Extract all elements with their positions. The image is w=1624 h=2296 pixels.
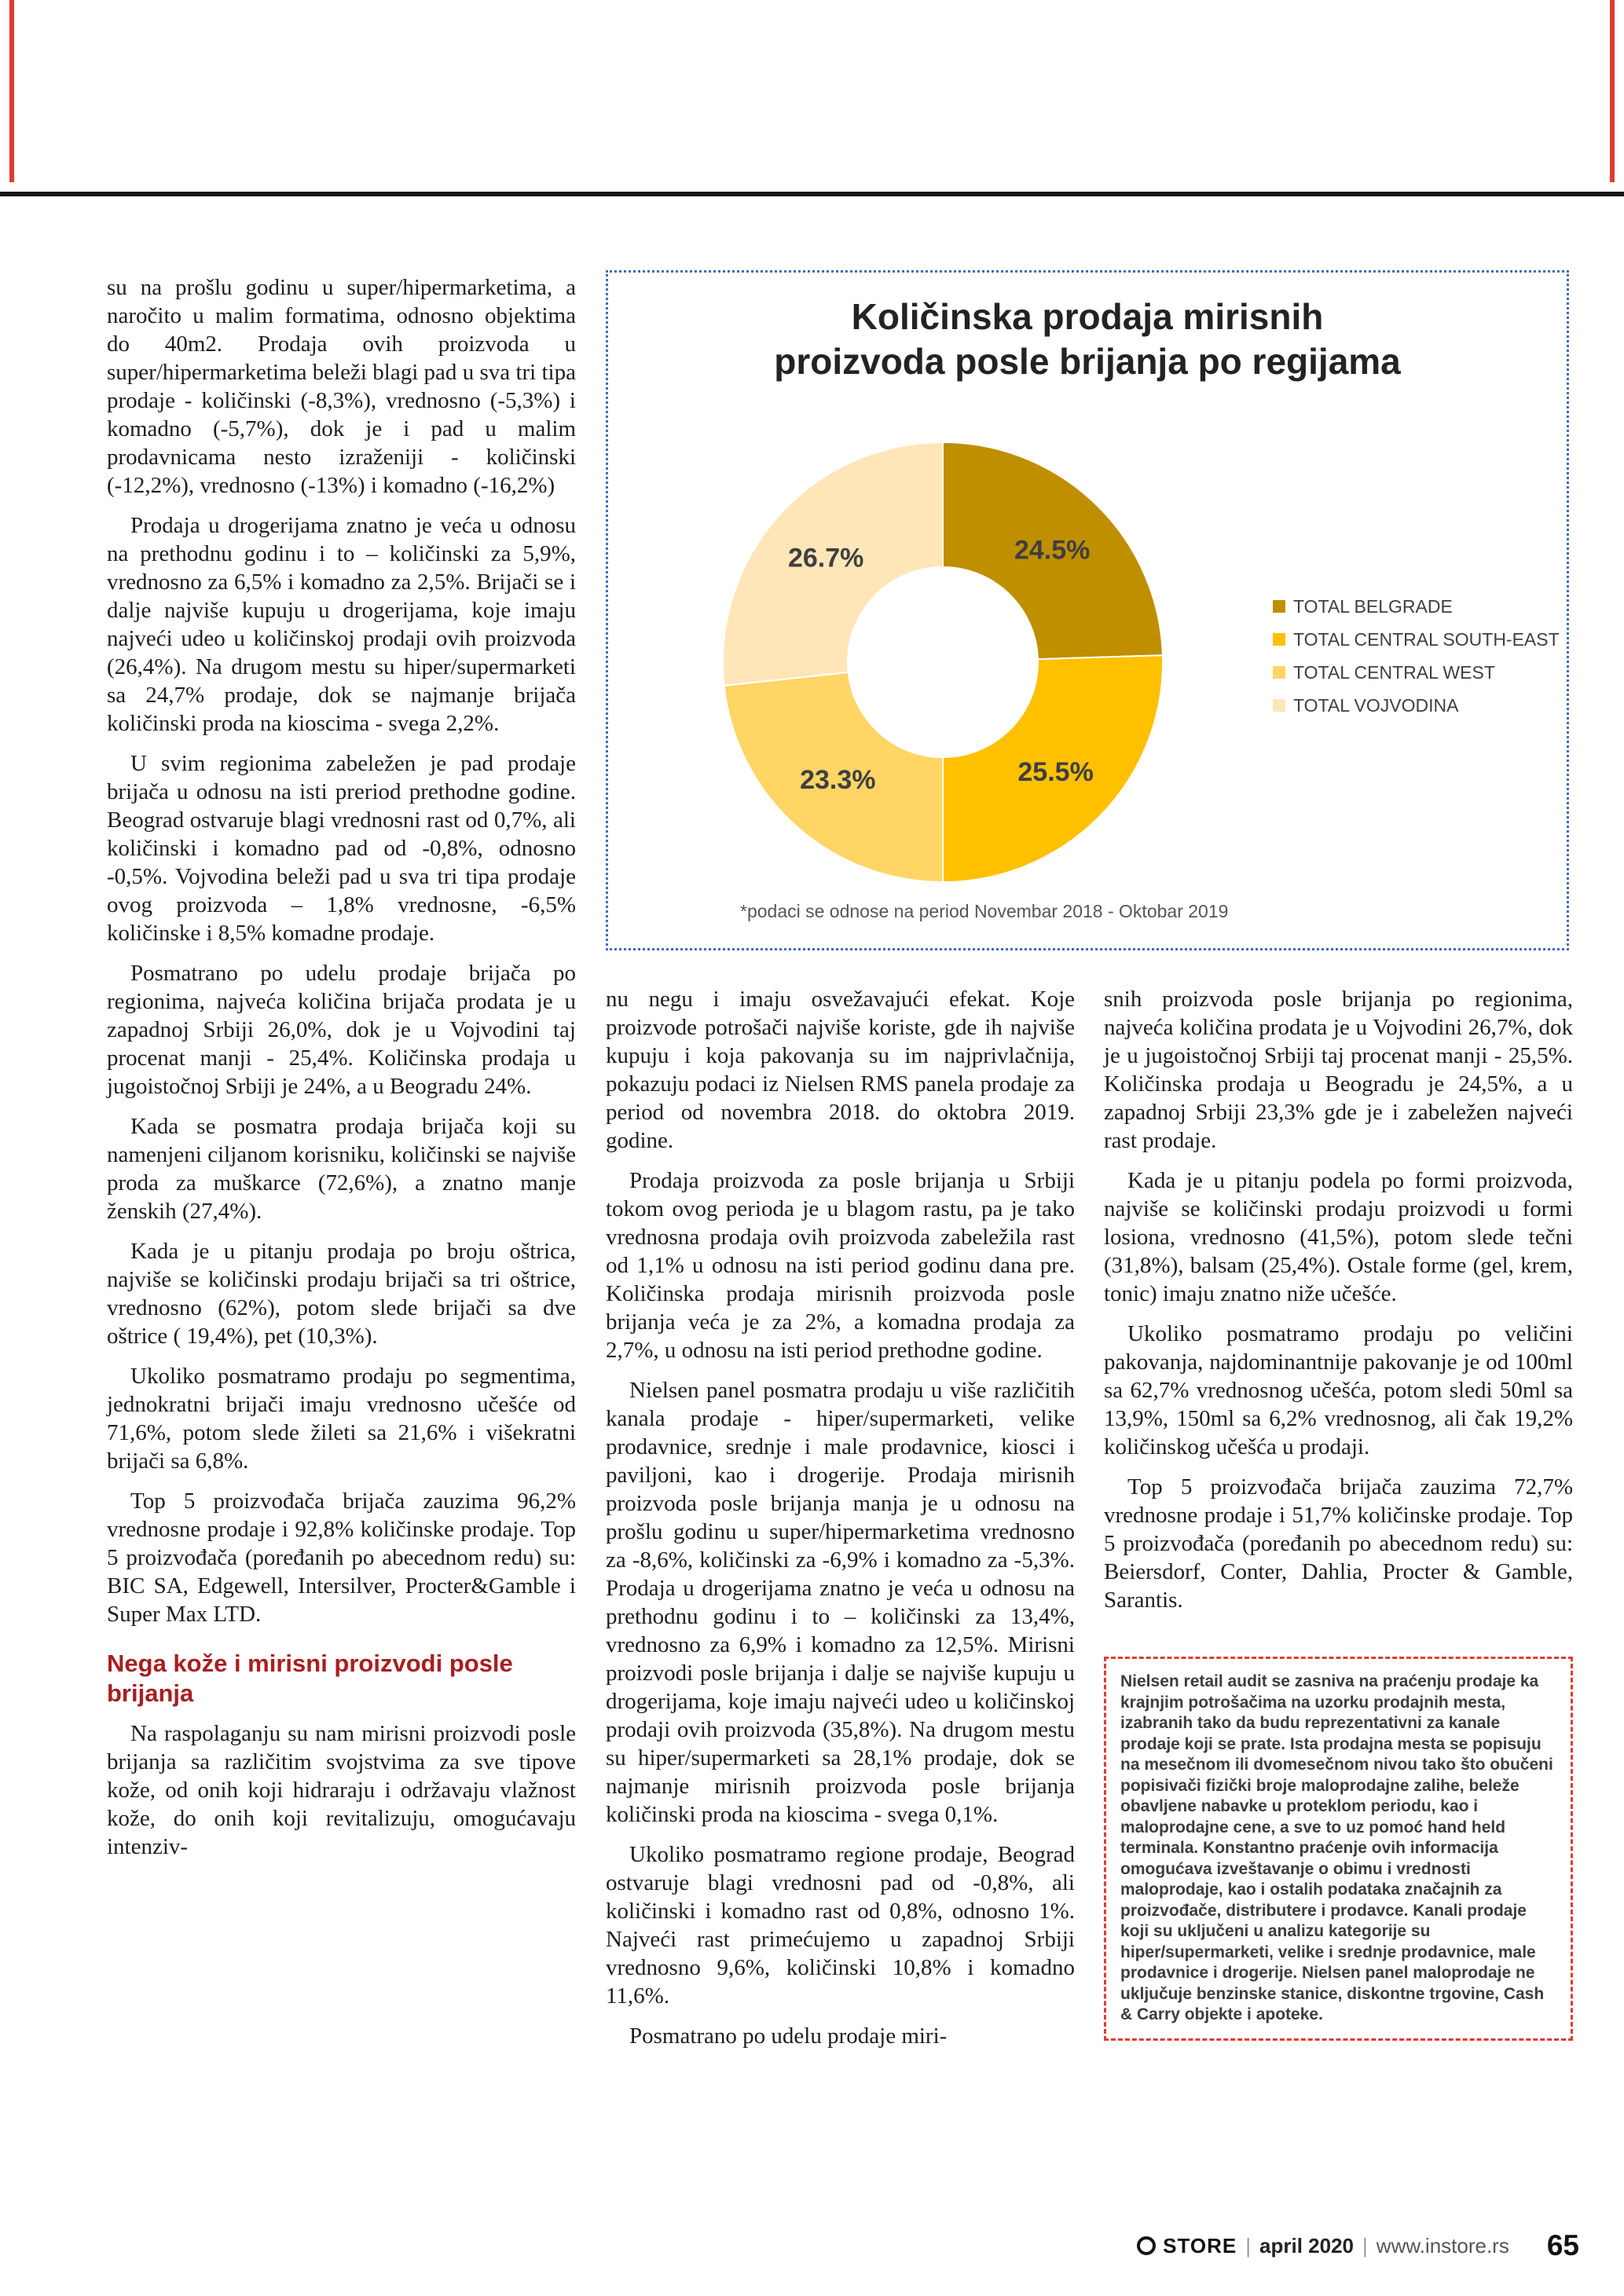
legend-swatch-icon [1273, 600, 1285, 613]
paragraph: Kada se posmatra prodaja brijača koji su namenjeni ciljanom korisniku, količinski se najviše proda za muškarce (72,6%), a znatno manje ženskih (27,4%). [107, 1114, 576, 1224]
paragraph: su na prošlu godinu u super/hipermarketima, a naročito u malim formatima, odnosno objektima do 40m2. Prodaja ovih proizvoda u super/hipermarketima beleži blagi pad u sva tri tipa prodaje - količinski (-8,3%), vrednosno (-5,3%) i komadno (-5,7%), dok je i pad u malim prodavnicama nesto izraženiji - količinski (-12,2%), vrednosno (-13%) i komadno (-16,2%) [107, 275, 576, 498]
slice-label: 23.3% [800, 764, 876, 795]
paragraph: Top 5 proizvođača brijača zauzima 96,2% vrednosne prodaje i 92,8% količinske prodaje. Top 5 proizvođača (poređanih po abecednom redu) su: BIC SA, Edgewell, Intersilver, Procter&Gamble i Super Max LTD. [107, 1489, 576, 1627]
article-column-1 [107, 273, 576, 1873]
legend-label: TOTAL BELGRADE [1293, 595, 1453, 617]
paragraph: Prodaja proizvoda za posle brijanja u Srbiji tokom ovog perioda je u blagom rastu, pa je tako vrednosna prodaja ovih proizvoda zabeležila rast od 1,1% u odnosu na isti period godinu dana pre. Količinska prodaja mirisnih proizvoda posle brijanja veća je za 2%, a komadna prodaja za 2,7%, u odnosu na isti period prethodne godine. [606, 1168, 1075, 1363]
legend-label: TOTAL CENTRAL SOUTH-EAST [1293, 628, 1560, 650]
instore-logo-icon [1137, 2236, 1156, 2255]
paragraph: U svim regionima zabeležen je pad prodaje brijača u odnosu na isti preriod prethodne godine. Beograd ostvaruje blagi vrednosni rast od 0,7%, ali količinski i komadno pad od -0,8%, odnosno -0,5%. Vojvodina beleži pad u sva tri tipa prodaje ovog proizvoda – 1,8% vrednosne, -6,5% količinske i 8,5% komadne prodaje. [107, 751, 576, 946]
paragraph: Ukoliko posmatramo prodaju po segmentima, jednokratni brijači imaju vrednosno učešće od 71,6%, potom slede žileti sa 21,6% i višekratni brijači sa 6,8%. [107, 1364, 576, 1474]
paragraph: Posmatrano po udelu prodaje brijača po regionima, najveća količina brijača prodata je u zapadnoj Srbiji 26,0%, dok je u Vojvodini taj procenat manji - 25,4%. Količinska prodaja u jugoistočnoj Srbiji je 24%, a u Beogradu 24%. [107, 961, 576, 1099]
paragraph: Ukoliko posmatramo regione prodaje, Beograd ostvaruje blagi vrednosni pad od -0,8%, ali količinski i komadno rast od 0,8%, odnosno 1%. Najveći rast primećujemo u zapadnoj Srbiji vrednosno 9,6%, količinski 10,8% i komadno 11,6%. [606, 1842, 1075, 2009]
article-column-2 [606, 985, 1075, 2062]
nielsen-methodology-box: Nielsen retail audit se zasniva na praćenju prodaje ka krajnjim potrošačima na uzorku prodajnih mesta, izabranih tako da budu reprezentativni za kanale prodaje koji se prate. Ista prodajna mesta se popisuju na mesečnom ili dvomesečnom nivou tako što obučeni popisivači fizički broje maloprodajne zalihe, beleže obavljene nabavke u proteklom periodu, kao i maloprodajne cene, a sve to uz pomoć hand held terminala. Konstantno praćenje ovih informacija omogućava izveštavanje o obimu i vrednosti maloprodaje, kao i ostalih podataka značajnih za proizvođače, distributere i prodavce. Kanali prodaje koji su uključeni u analizu kategorije su hiper/supermarketi, velike i srednje prodavnice, male prodavnice i drogerije. Nielsen panel maloprodaje ne uključuje benzinske stanice, diskontne trgovine, Cash & Carry objekte i apoteke. [1104, 1657, 1573, 2041]
footer-brand: STORE [1163, 2233, 1237, 2258]
legend-item [1273, 623, 1560, 656]
slice-label: 25.5% [1017, 757, 1094, 788]
paragraph: snih proizvoda posle brijanja po regionima, najveća količina prodata je u Vojvodini 26,7%, dok je u jugoistočnoj Srbiji taj procenat manji - 25,5%. Količinska prodaja u Beogradu je 24,5%, a u zapadnoj Srbiji 23,3% gde je i zabeležen najveći rast prodaje. [1104, 987, 1573, 1153]
footer-website: www.instore.rs [1376, 2233, 1509, 2258]
slice-label: 24.5% [1014, 535, 1091, 566]
legend-swatch-icon [1273, 699, 1285, 712]
chart-title-line-1: Količinska prodaja mirisnih [851, 296, 1324, 337]
footer-separator: | [1245, 2233, 1252, 2258]
legend-swatch-icon [1273, 666, 1285, 679]
chart-footnote: *podaci se odnose na period Novembar 2018 - Oktobar 2019 [740, 901, 1229, 921]
top-rule [0, 192, 1624, 196]
legend-item [1273, 590, 1560, 623]
paragraph: nu negu i imaju osvežavajući efekat. Koje proizvode potrošači najviše koriste, gde ih najviše kupuju i koja pakovanja su im najprivlačnija, pokazuju podaci iz Nielsen RMS panela prodaje za period od novembra 2018. do oktobra 2019. godine. [606, 987, 1075, 1153]
red-corner-mark-right [1610, 0, 1615, 182]
legend-label: TOTAL CENTRAL WEST [1293, 661, 1495, 683]
legend-label: TOTAL VOJVODINA [1293, 694, 1459, 716]
legend-swatch-icon [1273, 633, 1285, 646]
chart-title [608, 273, 1567, 384]
legend-item [1273, 656, 1560, 689]
red-corner-mark-left [9, 0, 14, 182]
chart-panel [606, 270, 1569, 950]
slice-label: 26.7% [787, 543, 864, 573]
paragraph: Kada je u pitanju podela po formi proizvoda, najviše se količinski prodaju proizvodi u formi losiona, vrednosno (41,5%), potom slede tečni (31,8%), balsam (25,4%). Ostale forme (gel, krem, tonic) imaju znatno niže učešće. [1104, 1168, 1573, 1306]
paragraph: Top 5 proizvođača brijača zauzima 72,7% vrednosne prodaje i 51,7% količinske prodaje. Top 5 proizvođača (poređanih po abecednom redu) su: Beiersdorf, Conter, Dahlia, Procter & Gamble, Sarantis. [1104, 1474, 1573, 1613]
page-number: 65 [1546, 2229, 1579, 2261]
paragraph: Na raspolaganju su nam mirisni proizvodi posle brijanja sa različitim svojstvima za sve tipove kože, od onih koji hidraraju i održavaju vlažnost kože, do onih koji revitalizuju, omogućavaju intenziv- [107, 1721, 576, 1859]
paragraph: Kada je u pitanju prodaja po broju oštrica, najviše se količinski prodaju brijači sa tri oštrice, vrednosno (62%), potom slede brijači sa dve oštrice ( 19,4%), pet (10,3%). [107, 1239, 576, 1349]
section-heading: Nega kože i mirisni proizvodi posle brijanja [107, 1650, 513, 1707]
article-column-3 [1104, 985, 1573, 2041]
paragraph: Prodaja u drogerijama znatno je veća u odnosu na prethodnu godinu i to – količinski za 5,9%, vrednosno za 6,5% i komadno za 2,5%. Brijači se i dalje najviše kupuju u drogerijama, koje imaju najveći udeo u količinskoj prodaji ovih proizvoda (26,4%). Na drugom mestu su hiper/supermarketi sa 24,7% prodaje, dok se najmanje brijača količinski proda na kioscima - svega 2,2%. [107, 513, 576, 736]
donut-chart [723, 442, 1163, 882]
paragraph: Nielsen panel posmatra prodaju u više različitih kanala prodaje - hiper/supermarketi, velike prodavnice, srednje i male prodavnice, kiosci i paviljoni, kao i drogerije. Prodaja mirisnih proizvoda posle brijanja manja je u odnosu na prošlu godinu u super/hipermarketima vrednosno za -8,6%, količinski za -6,9% i komadno za -5,3%. Prodaja u drogerijama znatno je veća u odnosu na prethodnu godinu i to – količinski za 13,4%, vrednosno za 6,9% i komadno za 12,5%. Mirisni proizvodi posle brijanja i dalje se najviše kupuju u drogerijama, koje imaju najveći udeo u količinskoj prodaji ovih proizvoda (35,8%). Na drugom mestu su hiper/supermarketi sa 28,1% prodaje, dok se najmanje mirisnih proizvoda posle brijanja količinski proda na kioscima - svega 0,1%. [606, 1378, 1075, 1827]
legend-item [1273, 689, 1560, 722]
chart-title-line-2: proizvoda posle brijanja po regijama [774, 341, 1401, 382]
paragraph: Ukoliko posmatramo prodaju po veličini pakovanja, najdominantnije pakovanje je od 100ml sa 62,7% vrednosnog učešća, potom sledi 50ml sa 13,9%, 150ml sa 6,2% vrednosnog, ali čak 19,2% količinskog učešća u prodaji. [1104, 1321, 1573, 1459]
chart-legend [1273, 590, 1560, 722]
paragraph: Posmatrano po udelu prodaje miri- [629, 2023, 948, 2049]
page-footer [107, 2229, 1579, 2262]
footer-separator: | [1362, 2233, 1368, 2258]
footer-issue: april 2020 [1259, 2233, 1355, 2258]
